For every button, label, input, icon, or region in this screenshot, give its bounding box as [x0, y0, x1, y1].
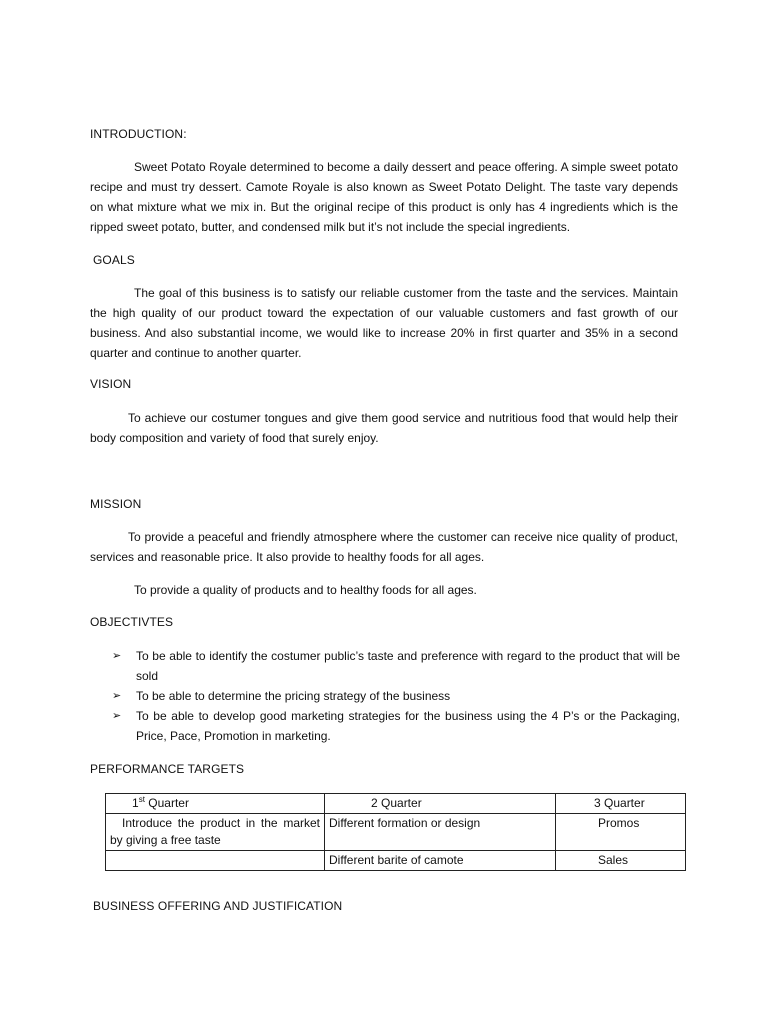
vision-paragraph: To achieve our costumer tongues and give them good service and nutritious food that would help their body composition and variety of food that surely enjoy.	[90, 411, 678, 445]
performance-targets-heading: PERFORMANCE TARGETS	[90, 762, 245, 776]
objective-text: To be able to determine the pricing strategy of the business	[136, 689, 451, 703]
objective-text: To be able to identify the costumer public’s taste and preference with regard to the product that will be sold	[136, 649, 680, 683]
arrow-bullet-icon: ➢	[112, 650, 122, 662]
table-cell: Different barite of camote	[325, 851, 556, 871]
table-row	[106, 851, 686, 871]
mission-heading: MISSION	[90, 497, 142, 511]
table-cell: Promos	[556, 814, 686, 851]
vision-heading: VISION	[90, 377, 132, 391]
mission-paragraph-2: To provide a quality of products and to healthy foods for all ages.	[134, 583, 477, 597]
table-cell: Sales	[556, 851, 686, 871]
column-header-q2: 2 Quarter	[325, 794, 556, 814]
introduction-paragraph: Sweet Potato Royale determined to become a daily dessert and peace offering. A simple sweet potato recipe and must try dessert. Camote Royale is also known as Sweet Potato Delight. The taste vary depends on what mixture what we mix in. But the original recipe of this product is only has 4 ingredients which is the ripped sweet potato, butter, and condensed milk but it’s not include the special ingredients.	[90, 160, 678, 234]
goals-heading: GOALS	[93, 253, 135, 267]
table-header-row	[106, 794, 686, 814]
arrow-bullet-icon: ➢	[112, 710, 122, 722]
introduction-heading: INTRODUCTION:	[90, 127, 187, 141]
column-header-q1: 1st Quarter	[106, 794, 325, 814]
arrow-bullet-icon: ➢	[112, 690, 122, 702]
table-row	[106, 814, 686, 851]
list-item	[90, 706, 680, 746]
column-header-q3: 3 Quarter	[556, 794, 686, 814]
business-offering-heading: BUSINESS OFFERING AND JUSTIFICATION	[93, 899, 343, 913]
list-item	[90, 686, 680, 706]
objectives-heading: OBJECTIVTES	[90, 615, 174, 629]
objectives-list	[90, 646, 680, 746]
list-item	[90, 646, 680, 686]
table-cell: Introduce the product in the market by giving a free taste	[106, 814, 325, 851]
performance-targets-table	[105, 793, 686, 871]
table-cell: Different formation or design	[325, 814, 556, 851]
goals-paragraph: The goal of this business is to satisfy our reliable customer from the taste and the services. Maintain the high quality of our product toward the expectation of our valuable customers and fast growth of our business. And also substantial income, we would like to increase 20% in first quarter and 35% in a second quarter and continue to another quarter.	[90, 286, 678, 360]
table-cell	[106, 851, 325, 871]
objective-text: To be able to develop good marketing strategies for the business using the 4 P’s or the Packaging, Price, Pace, Promotion in marketing.	[136, 709, 680, 743]
mission-paragraph-1: To provide a peaceful and friendly atmosphere where the customer can receive nice quality of product, services and reasonable price. It also provide to healthy foods for all ages.	[90, 530, 678, 564]
